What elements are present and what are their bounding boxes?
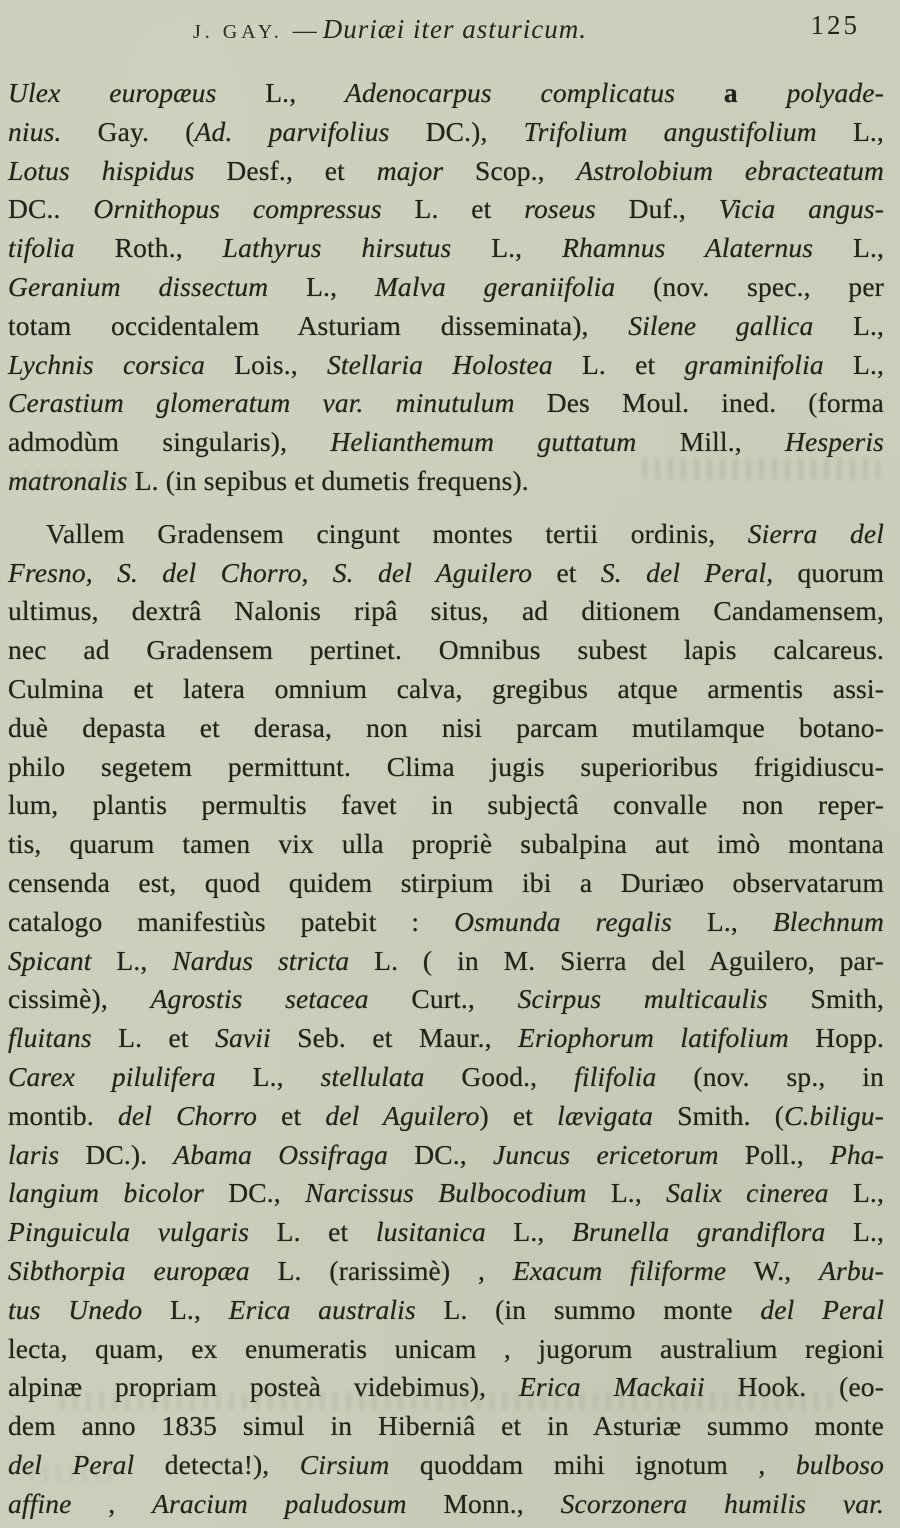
species-name-text: Arbu- <box>819 1254 884 1286</box>
text-line <box>8 1213 884 1252</box>
body-text: philo segetem permittunt. Clima jugis superioribus frigidiuscu- <box>8 750 884 782</box>
species-name-text: filifolia <box>574 1060 657 1092</box>
body-text: ultimus, dextrâ Nalonis ripâ situs, ad ditionem Candamensem, <box>8 595 884 627</box>
species-name-text: Eriophorum latifolium <box>518 1022 789 1054</box>
species-name-text: Lychnis corsica <box>8 348 205 380</box>
species-name-text: Geranium dissectum <box>8 270 269 302</box>
species-name-text: Lotus hispidus <box>8 154 195 186</box>
text-line <box>8 1019 884 1058</box>
text-line <box>8 748 884 787</box>
body-text: L., <box>816 115 884 147</box>
text-line <box>8 1058 884 1097</box>
species-name-text: del Peral <box>760 1293 884 1325</box>
body-text: Poll., <box>718 1138 830 1170</box>
species-name-text: Brunella grandiflora <box>571 1216 826 1248</box>
text-line <box>8 190 884 229</box>
species-name-text: Erica Mackaii <box>518 1371 705 1403</box>
text-line <box>8 423 884 462</box>
paragraph <box>8 74 884 501</box>
species-name-text: fluitans <box>8 1022 92 1054</box>
text-line <box>8 1097 884 1136</box>
body-text: lecta, quam, ex enumeratis unicam , jugorum australium regioni <box>8 1332 884 1364</box>
species-name-text: Agrostis setacea <box>150 983 369 1015</box>
body-text: DC.), <box>389 115 524 147</box>
species-name-text: tifolia <box>8 232 75 264</box>
species-name-text: Aracium paludosum <box>152 1487 407 1519</box>
species-name-text: Osmunda regalis <box>454 905 672 937</box>
text-line <box>8 592 884 631</box>
text-line <box>8 786 884 825</box>
body-text: Hook. (eo- <box>704 1371 885 1403</box>
header-author: J. GAY. <box>193 21 283 43</box>
text-line <box>8 1485 884 1524</box>
species-name-text: Cirsium <box>299 1448 390 1480</box>
species-name-text: Sibthorpia europæa <box>8 1254 250 1286</box>
species-name-text: graminifolia <box>684 348 824 380</box>
text-line <box>8 346 884 385</box>
text-line <box>8 1446 884 1485</box>
species-name-text: stellulata <box>320 1060 425 1092</box>
text-line <box>8 825 884 864</box>
body-text: quoddam mihi ignotum , <box>389 1448 796 1480</box>
species-name-text: Rhamnus Alaternus <box>562 232 814 264</box>
species-name-text: Exacum filiforme <box>512 1254 727 1286</box>
body-text: L. ( in M. Sierra del Aguilero, par- <box>349 944 884 976</box>
species-name-text: Ornithopus compressus <box>93 193 382 225</box>
text-line <box>8 864 884 903</box>
body-text: detecta!), <box>134 1448 300 1480</box>
body-text: L., <box>586 1177 667 1209</box>
body-text: L., <box>216 77 345 108</box>
body-text: L., <box>823 348 884 380</box>
body-text: L., <box>142 1293 229 1325</box>
text-line <box>8 1174 884 1213</box>
species-name-text: langium bicolor <box>8 1177 204 1209</box>
body-text: W., <box>726 1254 820 1286</box>
body-text <box>738 77 787 108</box>
body-text: L. (rarissimè) , <box>249 1254 513 1286</box>
species-name-text: Stellaria Holostea <box>326 348 553 380</box>
species-name-text: Carex pilulifera <box>8 1060 216 1092</box>
species-name-text: major <box>376 154 444 186</box>
species-name-text: Ulex europæus <box>8 77 217 108</box>
page-header <box>0 0 900 62</box>
body-text: L., <box>91 944 173 976</box>
species-name-text: nius. <box>8 115 62 147</box>
body-text: cissimè), <box>8 983 151 1015</box>
text-line <box>8 229 884 268</box>
species-name-text: Spicant <box>8 944 92 976</box>
species-name-text: Abama Ossifraga <box>173 1138 389 1170</box>
body-text: Lois., <box>205 348 327 380</box>
body-text: L., <box>485 1216 572 1248</box>
text-line <box>8 152 884 191</box>
body-text: L., <box>828 1177 884 1209</box>
species-name-text: laris <box>8 1138 60 1170</box>
text-line <box>8 1368 884 1407</box>
text-line <box>8 554 884 593</box>
species-name-text: Trifolium angustifolium <box>523 115 817 147</box>
body-text: Smith. ( <box>653 1099 785 1131</box>
text-line <box>8 74 884 113</box>
body-text: DC., <box>388 1138 493 1170</box>
header-separator: — <box>292 18 317 44</box>
body-text: montib. <box>8 1099 118 1131</box>
species-name-text: Pha- <box>829 1138 884 1170</box>
text-line <box>8 113 884 152</box>
body-text: alpinæ propriam posteà videbimus), <box>8 1371 519 1403</box>
body-text: tis, quarum tamen vix ulla propriè subalpina aut imò montana <box>8 828 884 860</box>
species-name-text: Helianthemum guttatum <box>330 426 637 458</box>
running-title <box>0 14 900 45</box>
text-line <box>8 515 884 554</box>
body-text: lum, plantis permultis favet in subjectâ convalle non reper- <box>8 789 884 821</box>
body-text: , <box>71 1487 153 1519</box>
text-line <box>8 709 884 748</box>
species-name-text: Juncus ericetorum <box>493 1138 719 1170</box>
body-text: totam occidentalem Asturiam disseminata), <box>8 309 629 341</box>
body-text: L., <box>671 905 773 937</box>
text-line <box>8 1136 884 1175</box>
species-name-text: Scorzonera humilis var. <box>560 1487 884 1519</box>
species-name-text: Cerastium glomeratum var. minutulum <box>8 387 515 419</box>
species-name-text: Adenocarpus complicatus <box>345 77 676 108</box>
text-line <box>8 1407 884 1446</box>
species-name-text: Ad. parvifolius <box>194 115 390 147</box>
body-text: Gay. ( <box>61 115 195 147</box>
species-name-text: Fresno, S. del Chorro, S. del Aguilero <box>8 556 533 588</box>
body-text <box>675 77 724 108</box>
text-line <box>8 1291 884 1330</box>
header-title: Duriæi iter asturicum. <box>322 14 587 44</box>
text-line <box>8 268 884 307</box>
body-text: L. (in summo monte <box>415 1293 761 1325</box>
species-name-text: tus Unedo <box>8 1293 143 1325</box>
body-text: L. et <box>381 193 525 225</box>
text-line <box>8 1252 884 1291</box>
body-text: Mill., <box>636 426 786 458</box>
body-text: Curt., <box>368 983 518 1015</box>
species-name-text: roseus <box>524 193 596 225</box>
species-name-text: polyade- <box>786 77 884 108</box>
species-name-text: S. del Peral, <box>600 556 774 588</box>
species-name-text: Silene gallica <box>628 309 814 341</box>
species-name-text: del Aguilero <box>325 1099 480 1131</box>
species-name-text: Hesperis <box>785 426 885 458</box>
body-text: L., <box>268 270 375 302</box>
body-text: Scop., <box>443 154 577 186</box>
species-name-text: Vicia angus- <box>718 193 884 225</box>
body-text: L., <box>215 1060 321 1092</box>
species-name-text: affine <box>8 1487 72 1519</box>
species-name-text: lævigata <box>557 1099 654 1131</box>
body-text: Smith, <box>767 983 884 1015</box>
species-name-text: Erica australis <box>228 1293 416 1325</box>
species-name-text: Narcissus Bulbocodium <box>305 1177 587 1209</box>
species-name-text: Pinguicula vulgaris <box>8 1216 250 1248</box>
body-text: duè depasta et derasa, non nisi parcam mutilamque botano- <box>8 711 884 743</box>
page-body <box>0 62 900 1523</box>
body-text: DC.. <box>8 193 94 225</box>
body-text: Hopp. <box>788 1022 885 1054</box>
body-text: nec ad Gradensem pertinet. Omnibus subest lapis calcareus. <box>8 634 884 666</box>
body-text: L. et <box>249 1216 376 1248</box>
body-text: (nov. sp., in <box>656 1060 884 1092</box>
body-text: Good., <box>424 1060 575 1092</box>
page-number: 125 <box>810 10 860 40</box>
species-name-text: matronalis <box>8 464 128 496</box>
body-text: Desf., et <box>194 154 377 186</box>
body-text: censenda est, quod quidem stirpium ibi a Duriæo observatarum <box>8 866 884 898</box>
body-text: DC.). <box>59 1138 174 1170</box>
species-name-text: del Chorro <box>117 1099 258 1131</box>
body-text: a <box>723 77 738 108</box>
text-line <box>8 980 884 1019</box>
species-name-text: Savii <box>215 1022 271 1054</box>
species-name-text: C.biligu- <box>784 1099 885 1131</box>
body-text: admodùm singularis), <box>8 426 331 458</box>
body-text: et <box>532 556 601 588</box>
body-text: Duf., <box>595 193 719 225</box>
text-line <box>8 1330 884 1369</box>
body-text: ) et <box>479 1099 558 1131</box>
body-text: L., <box>813 232 885 264</box>
paragraph <box>8 515 884 1524</box>
body-text: L. (in sepibus et dumetis frequens). <box>127 464 529 496</box>
species-name-text: Scirpus multicaulis <box>517 983 768 1015</box>
body-text: L., <box>825 1216 884 1248</box>
body-text: Des Moul. ined. (forma <box>514 387 885 419</box>
species-name-text: bulboso <box>795 1448 884 1480</box>
species-name-text: lusitanica <box>375 1216 486 1248</box>
body-text: et <box>257 1099 326 1131</box>
body-text: DC., <box>203 1177 306 1209</box>
body-text: Vallem Gradensem cingunt montes tertii ordinis, <box>46 517 748 549</box>
species-name-text: del Peral <box>8 1448 135 1480</box>
body-text: L. et <box>552 348 685 380</box>
body-text: Roth., <box>74 232 223 264</box>
text-line <box>8 670 884 709</box>
body-text: quorum <box>773 556 884 588</box>
text-line <box>8 942 884 981</box>
text-line <box>8 903 884 942</box>
species-name-text: Sierra del <box>747 517 884 549</box>
body-text: L. et <box>91 1022 216 1054</box>
species-name-text: Astrolobium ebracteatum <box>576 154 885 186</box>
body-text: Culmina et latera omnium calva, gregibus atque armentis assi- <box>8 672 884 704</box>
body-text: L., <box>451 232 563 264</box>
species-name-text: Salix cinerea <box>666 1177 829 1209</box>
body-text: Monn., <box>406 1487 561 1519</box>
body-text: catalogo manifestiùs patebit : <box>8 905 455 937</box>
species-name-text: Malva geraniifolia <box>374 270 616 302</box>
text-line <box>8 307 884 346</box>
body-text: Seb. et Maur., <box>270 1022 519 1054</box>
body-text: L., <box>813 309 884 341</box>
species-name-text: Blechnum <box>772 905 884 937</box>
body-text: dem anno 1835 simul in Hiberniâ et in Asturiæ summo monte <box>8 1410 884 1442</box>
text-line <box>8 462 884 501</box>
body-text: (nov. spec., per <box>615 270 884 302</box>
species-name-text: Lathyrus hirsutus <box>222 232 452 264</box>
species-name-text: Nardus stricta <box>172 944 350 976</box>
text-line <box>8 384 884 423</box>
text-line <box>8 631 884 670</box>
